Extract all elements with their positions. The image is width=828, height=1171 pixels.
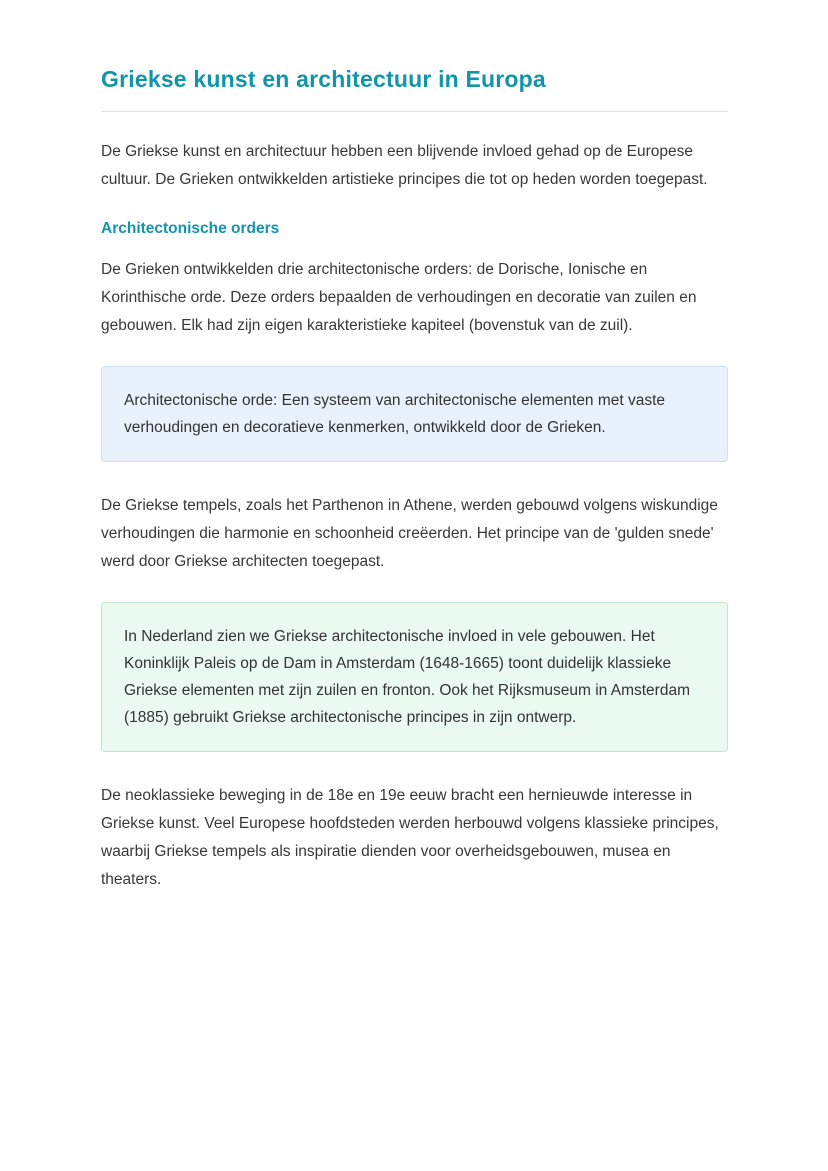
document-content <box>101 0 728 894</box>
title-divider <box>101 111 728 112</box>
definition-callout-text: Architectonische orde: Een systeem van architectonische elementen met vaste verhoudingen en decoratieve kenmerken, ontwikkeld door de Grieken. <box>124 392 666 436</box>
paragraph-orders: De Grieken ontwikkelden drie architectonische orders: de Dorische, Ionische en Korinthische orde. Deze orders bepaalden de verhoudingen en decoratie van zuilen en gebouwen. Elk had zijn eigen karakteristieke kapiteel (bovenstuk van de zuil). <box>101 261 697 334</box>
page-title: Griekse kunst en architectuur in Europa <box>101 66 546 92</box>
intro-paragraph: De Griekse kunst en architectuur hebben een blijvende invloed gehad op de Europese cultuur. De Grieken ontwikkelden artistieke principes die tot op heden worden toegepast. <box>101 143 708 188</box>
section-heading-architectonische-orders: Architectonische orders <box>101 220 280 237</box>
example-callout-box <box>101 602 728 752</box>
definition-callout-box <box>101 366 728 462</box>
example-callout-text: In Nederland zien we Griekse architectonische invloed in vele gebouwen. Het Koninklijk Paleis op de Dam in Amsterdam (1648-1665) toont duidelijk klassieke Griekse elementen met zijn zuilen en fronton. Ook het Rijksmuseum in Amsterdam (1885) gebruikt Griekse architectonische principes in zijn ontwerp. <box>124 628 690 726</box>
paragraph-temples: De Griekse tempels, zoals het Parthenon in Athene, werden gebouwd volgens wiskundige verhoudingen die harmonie en schoonheid creëerden. Het principe van de 'gulden snede' werd door Griekse architecten toegepast. <box>101 497 718 570</box>
paragraph-neoclassic: De neoklassieke beweging in de 18e en 19e eeuw bracht een hernieuwde interesse in Griekse kunst. Veel Europese hoofdsteden werden herbouwd volgens klassieke principes, waarbij Griekse tempels als inspiratie dienden voor overheidsgebouwen, musea en theaters. <box>101 787 719 888</box>
